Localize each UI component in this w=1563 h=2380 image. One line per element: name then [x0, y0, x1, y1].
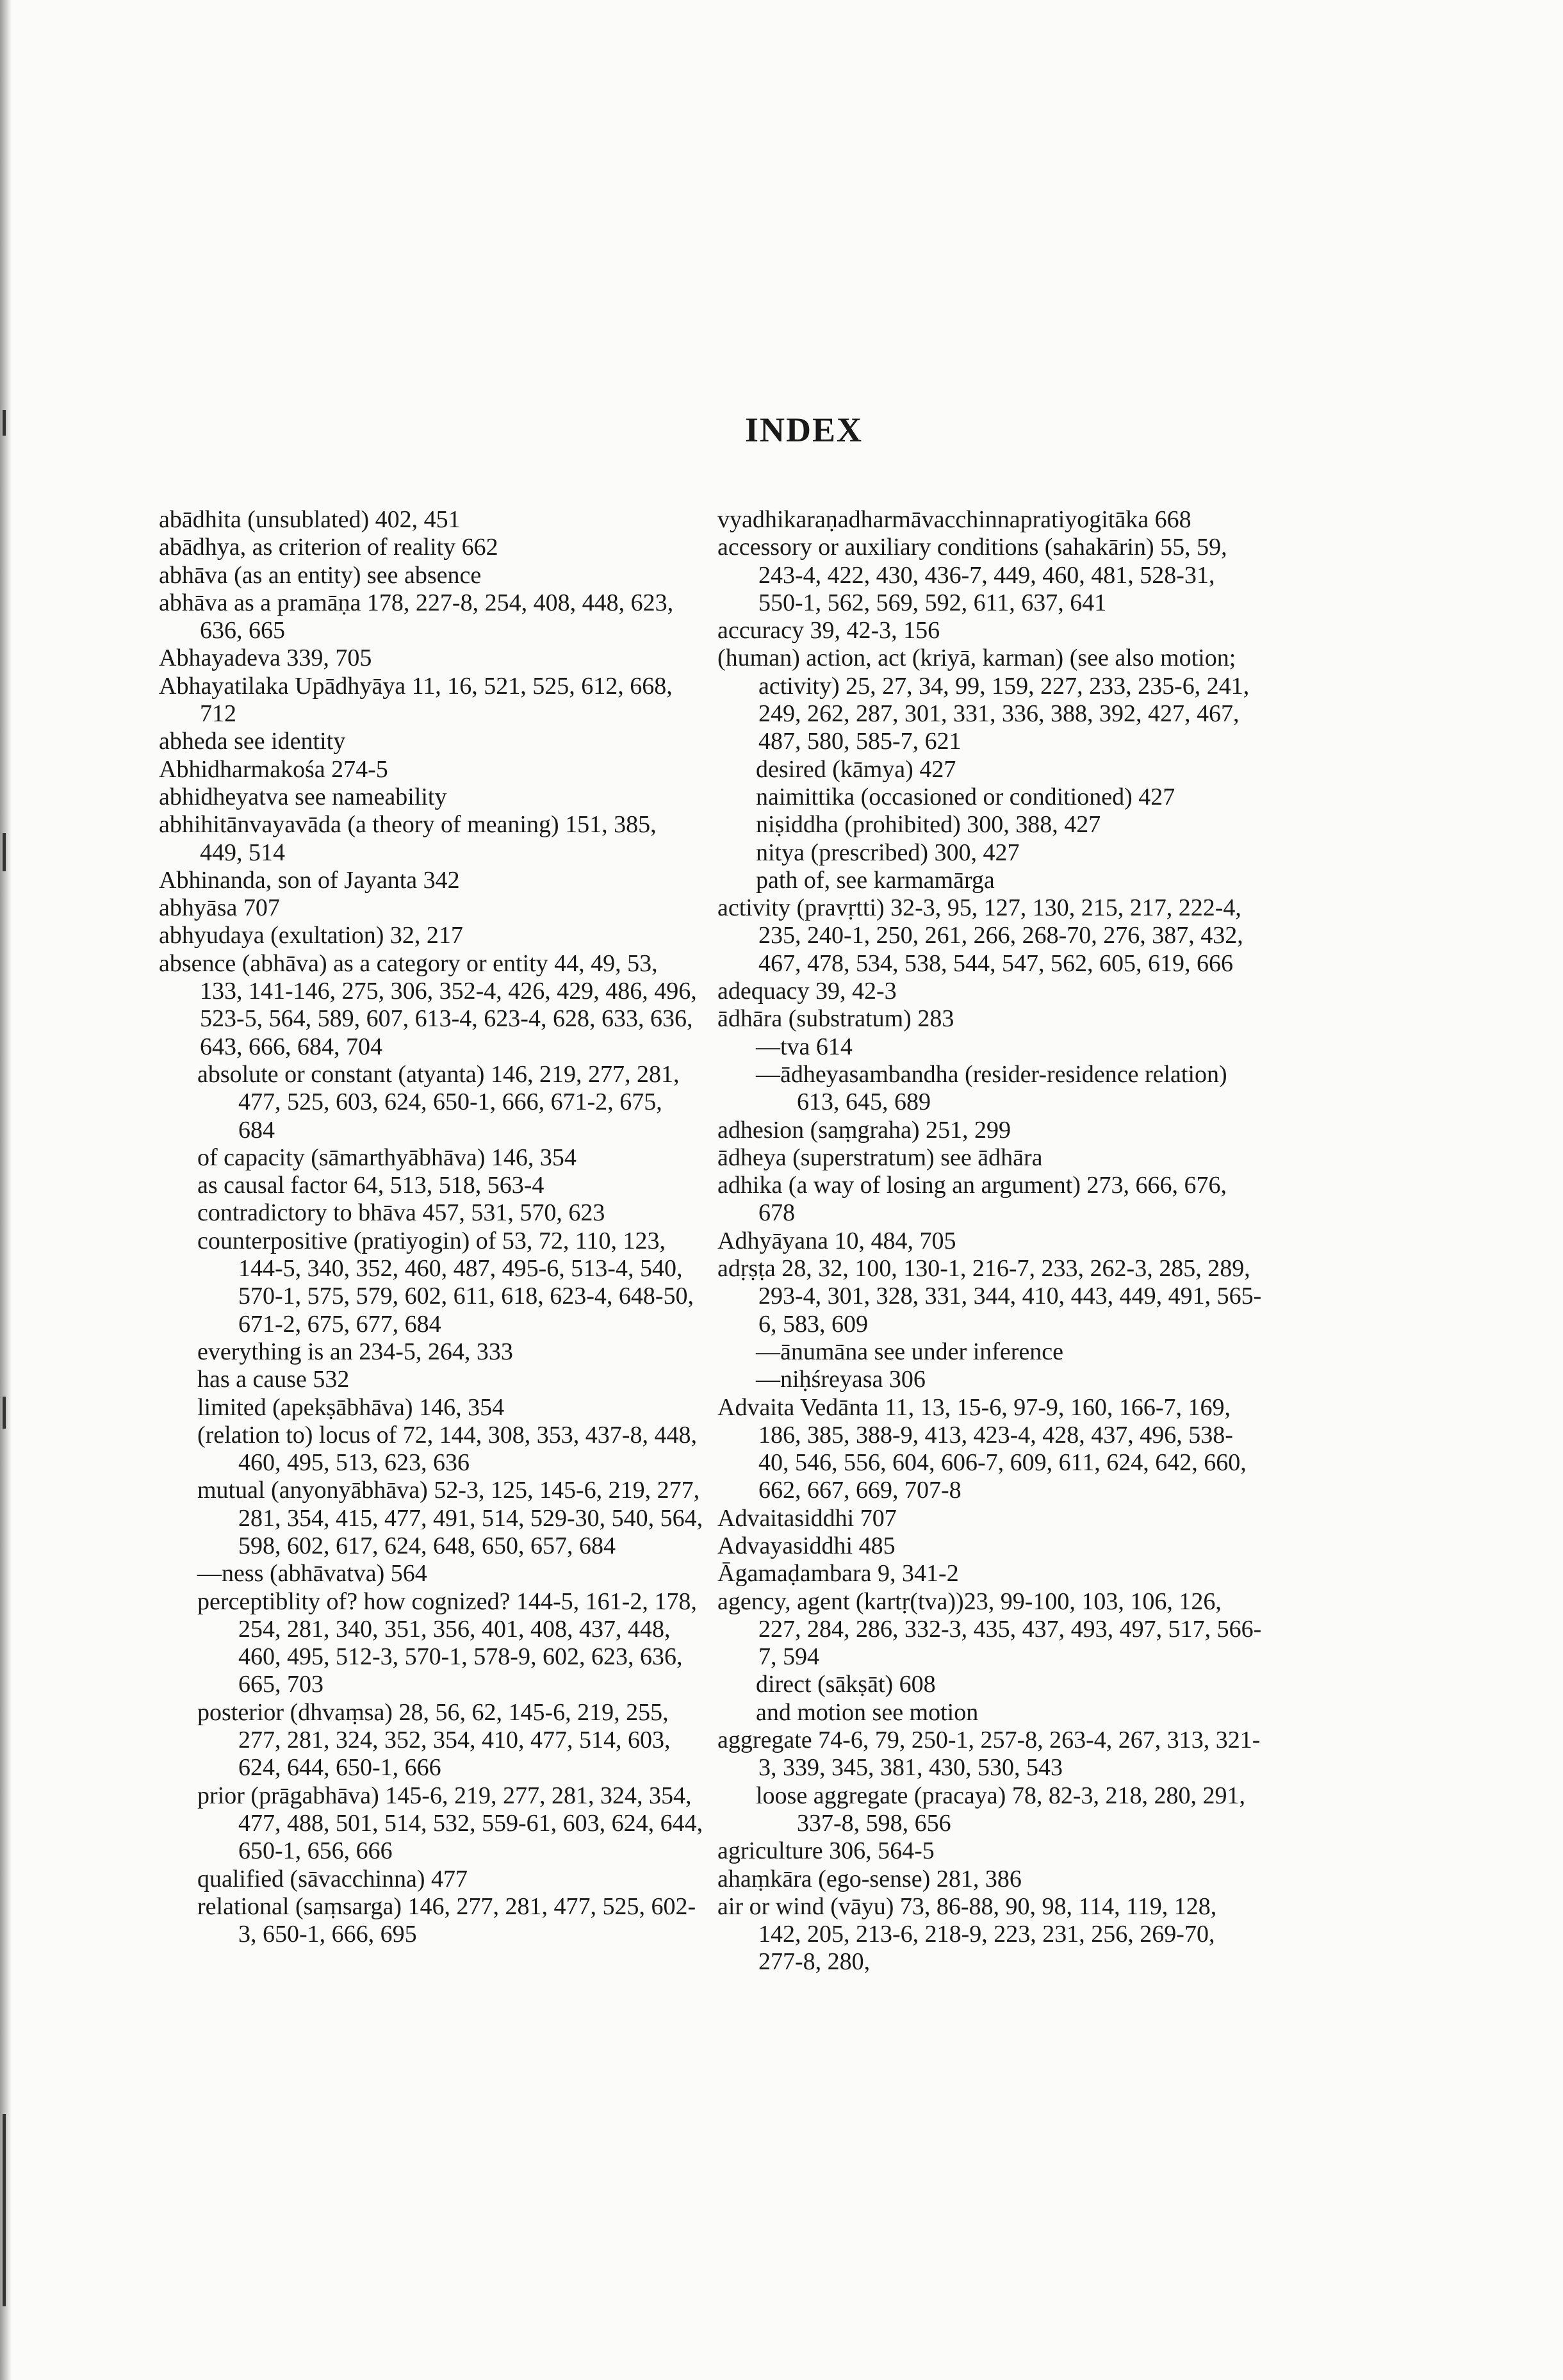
index-subentry: everything is an 234-5, 264, 333	[197, 1338, 513, 1365]
index-entry: ahaṃkāra (ego-sense) 281, 386	[717, 1865, 1022, 1892]
index-subentry: qualified (sāvacchinna) 477	[197, 1865, 468, 1892]
page-title: INDEX	[744, 411, 863, 449]
index-entry: Āgamaḍambara 9, 341-2	[717, 1560, 959, 1588]
index-subentry: counterpositive (pratiyogin) of 53, 72, 110, 123, 144-5, 340, 352, 460, 487, 495-6, 513-4, 540, 570-1, 575, 579, 602, 611, 618, 623-4, 648-50, 671-2, 675, 677, 684	[197, 1227, 694, 1338]
index-subentry: naimittika (occasioned or conditioned) 427	[756, 783, 1175, 810]
index-entry: abādhita (unsublated) 402, 451	[159, 506, 461, 533]
index-subentry: —ness (abhāvatva) 564	[197, 1560, 427, 1588]
index-entry: agriculture 306, 564-5	[717, 1837, 935, 1865]
index-subentry: relational (saṃsarga) 146, 277, 281, 477, 525, 602-3, 650-1, 666, 695	[197, 1892, 696, 1948]
scan-mark	[3, 833, 6, 871]
index-subentry: —niḥśreyasa 306	[756, 1366, 926, 1393]
index-entry: accuracy 39, 42-3, 156	[717, 617, 940, 644]
index-subentry: nitya (prescribed) 300, 427	[756, 839, 1020, 866]
index-entry: abhidheyatva see nameability	[159, 783, 447, 810]
index-entry: abhyāsa 707	[159, 894, 280, 922]
index-subentry: posterior (dhvaṃsa) 28, 56, 62, 145-6, 219, 255, 277, 281, 324, 352, 354, 410, 477, 514, 603, 624, 644, 650-1, 666	[197, 1698, 671, 1782]
scan-edge	[0, 0, 12, 2380]
index-entry: Abhinanda, son of Jayanta 342	[159, 866, 460, 894]
index-subentry: limited (apekṣābhāva) 146, 354	[197, 1393, 505, 1421]
index-entry: activity (pravṛtti) 32-3, 95, 127, 130, 215, 217, 222-4, 235, 240-1, 250, 261, 266, 268-70, 276, 387, 432, 467, 478, 534, 538, 544, 547, 562, 605, 619, 666	[717, 894, 1243, 977]
index-subentry: and motion see motion	[756, 1698, 979, 1726]
index-entry: vyadhikaraṇadharmāvacchinnapratiyogitāka 668	[717, 506, 1191, 533]
index-entry: abhyudaya (exultation) 32, 217	[159, 922, 463, 949]
index-entry: abhāva (as an entity) see absence	[159, 561, 482, 589]
index-entry: Abhidharmakośa 274-5	[159, 755, 388, 783]
index-entry: (human) action, act (kriyā, karman) (see also motion; activity) 25, 27, 34, 99, 159, 227, 233, 235-6, 241, 249, 262, 287, 301, 331, 336, 388, 392, 427, 467, 487, 580, 585-7, 621	[717, 644, 1250, 755]
index-entry: adhika (a way of losing an argument) 273, 666, 676, 678	[717, 1172, 1227, 1227]
index-entry: Advaita Vedānta 11, 13, 15-6, 97-9, 160, 166-7, 169, 186, 385, 388-9, 413, 423-4, 428, 437, 496, 538-40, 546, 556, 604, 606-7, 609, 611, 624, 642, 660, 662, 667, 669, 707-8	[717, 1393, 1247, 1504]
index-subentry: of capacity (sāmarthyābhāva) 146, 354	[197, 1144, 577, 1171]
index-entry: ādheya (superstratum) see ādhāra	[717, 1144, 1043, 1171]
index-column-left	[159, 506, 703, 1948]
index-entry: abhāva as a pramāṇa 178, 227-8, 254, 408, 448, 623, 636, 665	[159, 589, 674, 644]
index-entry: agency, agent (kartṛ(tva))23, 99-100, 103, 106, 126, 227, 284, 286, 332-3, 435, 437, 493, 497, 517, 566-7, 594	[717, 1588, 1262, 1671]
index-subentry: as causal factor 64, 513, 518, 563-4	[197, 1172, 544, 1199]
index-subentry: (relation to) locus of 72, 144, 308, 353, 437-8, 448, 460, 495, 513, 623, 636	[197, 1421, 697, 1477]
index-entry: Advaitasiddhi 707	[717, 1504, 897, 1532]
index-entry: Abhayatilaka Upādhyāya 11, 16, 521, 525, 612, 668, 712	[159, 672, 673, 728]
index-subentry: niṣiddha (prohibited) 300, 388, 427	[756, 811, 1101, 839]
index-subentry: path of, see karmamārga	[756, 866, 995, 894]
index-subentry: contradictory to bhāva 457, 531, 570, 623	[197, 1199, 605, 1227]
index-entry: ādhāra (substratum) 283	[717, 1005, 954, 1033]
index-entry: abādhya, as criterion of reality 662	[159, 534, 498, 561]
index-column-right	[717, 506, 1262, 1976]
index-entry: abhihitānvayavāda (a theory of meaning) 151, 385, 449, 514	[159, 811, 657, 866]
index-entry: Abhayadeva 339, 705	[159, 644, 372, 672]
index-subentry: —tva 614	[756, 1033, 853, 1060]
index-subentry: absolute or constant (atyanta) 146, 219, 277, 281, 477, 525, 603, 624, 650-1, 666, 671-2, 675, 684	[197, 1060, 680, 1144]
scan-mark	[3, 1397, 6, 1429]
index-entry: aggregate 74-6, 79, 250-1, 257-8, 263-4, 267, 313, 321-3, 339, 345, 381, 430, 530, 543	[717, 1727, 1261, 1782]
index-entry: Advayasiddhi 485	[717, 1532, 896, 1559]
index-subentry: perceptiblity of? how cognized? 144-5, 161-2, 178, 254, 281, 340, 351, 356, 401, 408, 437, 448, 460, 495, 512-3, 570-1, 578-9, 602, 623, 636, 665, 703	[197, 1588, 697, 1698]
index-subentry: has a cause 532	[197, 1366, 350, 1393]
index-subentry: loose aggregate (pracaya) 78, 82-3, 218, 280, 291, 337-8, 598, 656	[756, 1782, 1245, 1837]
index-entry: adṛṣṭa 28, 32, 100, 130-1, 216-7, 233, 262-3, 285, 289, 293-4, 301, 328, 331, 344, 410, 443, 449, 491, 565-6, 583, 609	[717, 1255, 1262, 1338]
index-subentry: mutual (anyonyābhāva) 52-3, 125, 145-6, 219, 277, 281, 354, 415, 477, 491, 514, 529-30, 540, 564, 598, 602, 617, 624, 648, 650, 657, 684	[197, 1477, 703, 1559]
index-subentry: —ādheyasambandha (resider-residence relation) 613, 645, 689	[756, 1060, 1227, 1116]
index-entry: abheda see identity	[159, 728, 346, 755]
index-subentry: —ānumāna see under inference	[756, 1338, 1064, 1365]
index-entry: Adhyāyana 10, 484, 705	[717, 1227, 956, 1254]
index-subentry: desired (kāmya) 427	[756, 755, 956, 783]
index-entry: adequacy 39, 42-3	[717, 978, 897, 1005]
index-entry: absence (abhāva) as a category or entity 44, 49, 53, 133, 141-146, 275, 306, 352-4, 426, 429, 486, 496, 523-5, 564, 589, 607, 613-4, 623-4, 628, 633, 636, 643, 666, 684, 704	[159, 949, 697, 1060]
scan-mark	[3, 2114, 6, 2306]
index-entry: accessory or auxiliary conditions (sahakārin) 55, 59, 243-4, 422, 430, 436-7, 449, 460, 481, 528-31, 550-1, 562, 569, 592, 611, 637, 641	[717, 534, 1227, 616]
index-entry: air or wind (vāyu) 73, 86-88, 90, 98, 114, 119, 128, 142, 205, 213-6, 218-9, 223, 231, 256, 269-70, 277-8, 280,	[717, 1892, 1217, 1976]
index-subentry: direct (sākṣāt) 608	[756, 1671, 936, 1698]
index-entry: adhesion (saṃgraha) 251, 299	[717, 1116, 1011, 1144]
index-subentry: prior (prāgabhāva) 145-6, 219, 277, 281, 324, 354, 477, 488, 501, 514, 532, 559-61, 603, 624, 644, 650-1, 656, 666	[197, 1782, 703, 1865]
